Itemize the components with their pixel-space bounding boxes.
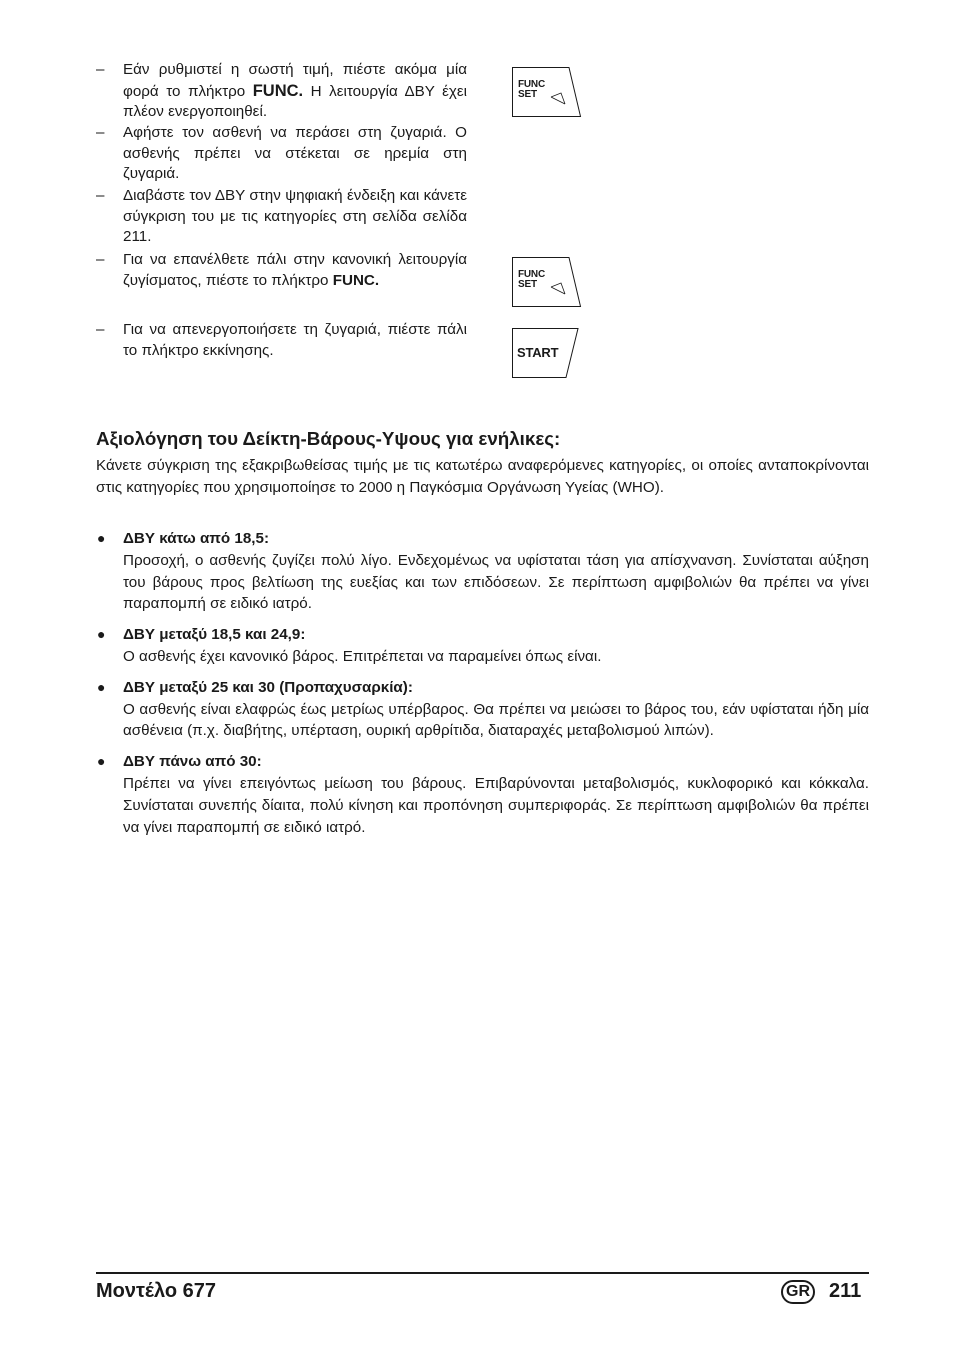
instruction-text: Εάν ρυθμιστεί η σωστή τιμή, πιέστε ακόμα μία φορά το πλήκτρο xyxy=(123,61,467,100)
section-intro: Κάνετε σύγκριση της εξακριβωθείσας τιμής με τις κατωτέρω αναφερόμενες κατηγορίες, οι οποίες ανταποκρίνονται στις κατηγορίες που χρησιμοποίησε το 2000 η Παγκόσμια Οργάνωση Υγείας (WHO). xyxy=(96,457,869,496)
func-set-key-illustration xyxy=(512,67,580,117)
section-heading: Αξιολόγηση του Δείκτη-Βάρους-Υψους για ενήλικες: xyxy=(96,428,561,449)
func-label: FUNC xyxy=(518,79,545,90)
func-key-reference: FUNC. xyxy=(252,81,304,100)
func-key-reference: FUNC. xyxy=(332,271,380,289)
dash-marker: – xyxy=(96,251,105,268)
instruction-text: Διαβάστε τον ΔΒΥ στην ψηφιακή ένδειξη και κάνετε σύγκριση του με τις κατηγορίες στη σελίδα σελίδα 211. xyxy=(123,187,467,245)
instruction-text: Η λειτουργία ΔΒΥ έχει πλέον ενεργοποιηθεί. xyxy=(123,82,467,120)
category-title: ΔΒΥ κάτω από 18,5: xyxy=(123,530,270,547)
category-text: Ο ασθενής έχει κανονικό βάρος. Επιτρέπεται να παραμείνει όπως είναι. xyxy=(123,647,602,665)
instruction-item-5 xyxy=(96,320,467,361)
func-set-key-illustration xyxy=(512,257,580,307)
list-item xyxy=(96,624,869,668)
func-label: FUNC xyxy=(518,269,545,280)
start-key-illustration xyxy=(512,328,580,378)
category-title: ΔΒΥ μεταξύ 25 και 30 (Προπαχυσαρκία): xyxy=(123,678,413,696)
bullet-dot-icon: ● xyxy=(97,678,106,695)
bullet-dot-icon: ● xyxy=(97,626,106,643)
footer-rule xyxy=(96,1272,869,1274)
instruction-item-4 xyxy=(96,250,467,291)
list-item xyxy=(96,751,869,838)
category-text: Ο ασθενής είναι ελαφρώς έως μετρίως υπέρβαρος. Θα πρέπει να μειώσει το βάρος του, εάν υφίσταται ήδη μία ασθένεια (π.χ. διαβήτης, υπέρταση, ουρική αρθρίτιδα, διαταραχές μεταβολισμού λιπών). xyxy=(123,700,869,740)
category-text: Προσοχή, ο ασθενής ζυγίζει πολύ λίγο. Ενδεχομένως να υφίσταται τάση για απίσχνανση. Συνίσταται αύξηση του βάρους προς βελτίωση της ευεξίας και των επιδόσεων. Σε περίπτωση αμφιβολιών θα πρέπει να γίνει παραπομπή σε ειδικό ιατρό. xyxy=(123,551,869,613)
dash-marker: – xyxy=(96,321,105,338)
list-item xyxy=(96,677,869,742)
instruction-text: Για να απενεργοποιήσετε τη ζυγαριά, πιέστε πάλι το πλήκτρο εκκίνησης. xyxy=(123,321,467,359)
bullet-dot-icon: ● xyxy=(97,753,106,770)
instruction-item-3 xyxy=(96,186,467,248)
page-number: 211 xyxy=(829,1280,862,1302)
func-set-key-label xyxy=(518,80,545,100)
bullet-dot-icon: ● xyxy=(97,530,106,546)
dash-marker: – xyxy=(96,187,105,204)
list-item xyxy=(96,528,869,615)
instruction-item-1 xyxy=(96,60,467,123)
instruction-item-2 xyxy=(96,123,467,185)
category-text: Πρέπει να γίνει επειγόντως μείωση του βάρους. Επιβαρύνονται μεταβολισμός, κυκλοφορικό και κόκκαλα. Συνίσταται συνεπής δίαιτα, πολύ κίνηση και προπόνηση συμπεριφοράς. Σε περίπτωση αμφιβολιών θα πρέπει να γίνει παραπομπή σε ειδικό ιατρό. xyxy=(123,774,869,836)
category-title: ΔΒΥ μεταξύ 18,5 και 24,9: xyxy=(123,626,306,644)
bmi-category-list xyxy=(96,528,869,847)
language-badge: GR xyxy=(781,1280,815,1304)
start-key-label: START xyxy=(517,345,559,360)
dash-marker: – xyxy=(96,124,105,141)
footer-model: Μοντέλο 677 xyxy=(96,1280,216,1302)
func-set-key-label xyxy=(518,270,545,290)
instruction-text: Αφήστε τον ασθενή να περάσει στη ζυγαριά. Ο ασθενής πρέπει να στέκεται σε ηρεμία στη ζυγαριά. xyxy=(123,124,467,182)
dash-marker: – xyxy=(96,61,105,78)
category-title: ΔΒΥ πάνω από 30: xyxy=(123,753,262,771)
instruction-text: Για να επανέλθετε πάλι στην κανονική λειτουργία ζυγίσματος, πιέστε το πλήκτρο xyxy=(123,251,467,289)
set-label: SET xyxy=(518,89,537,100)
set-label: SET xyxy=(518,279,537,290)
